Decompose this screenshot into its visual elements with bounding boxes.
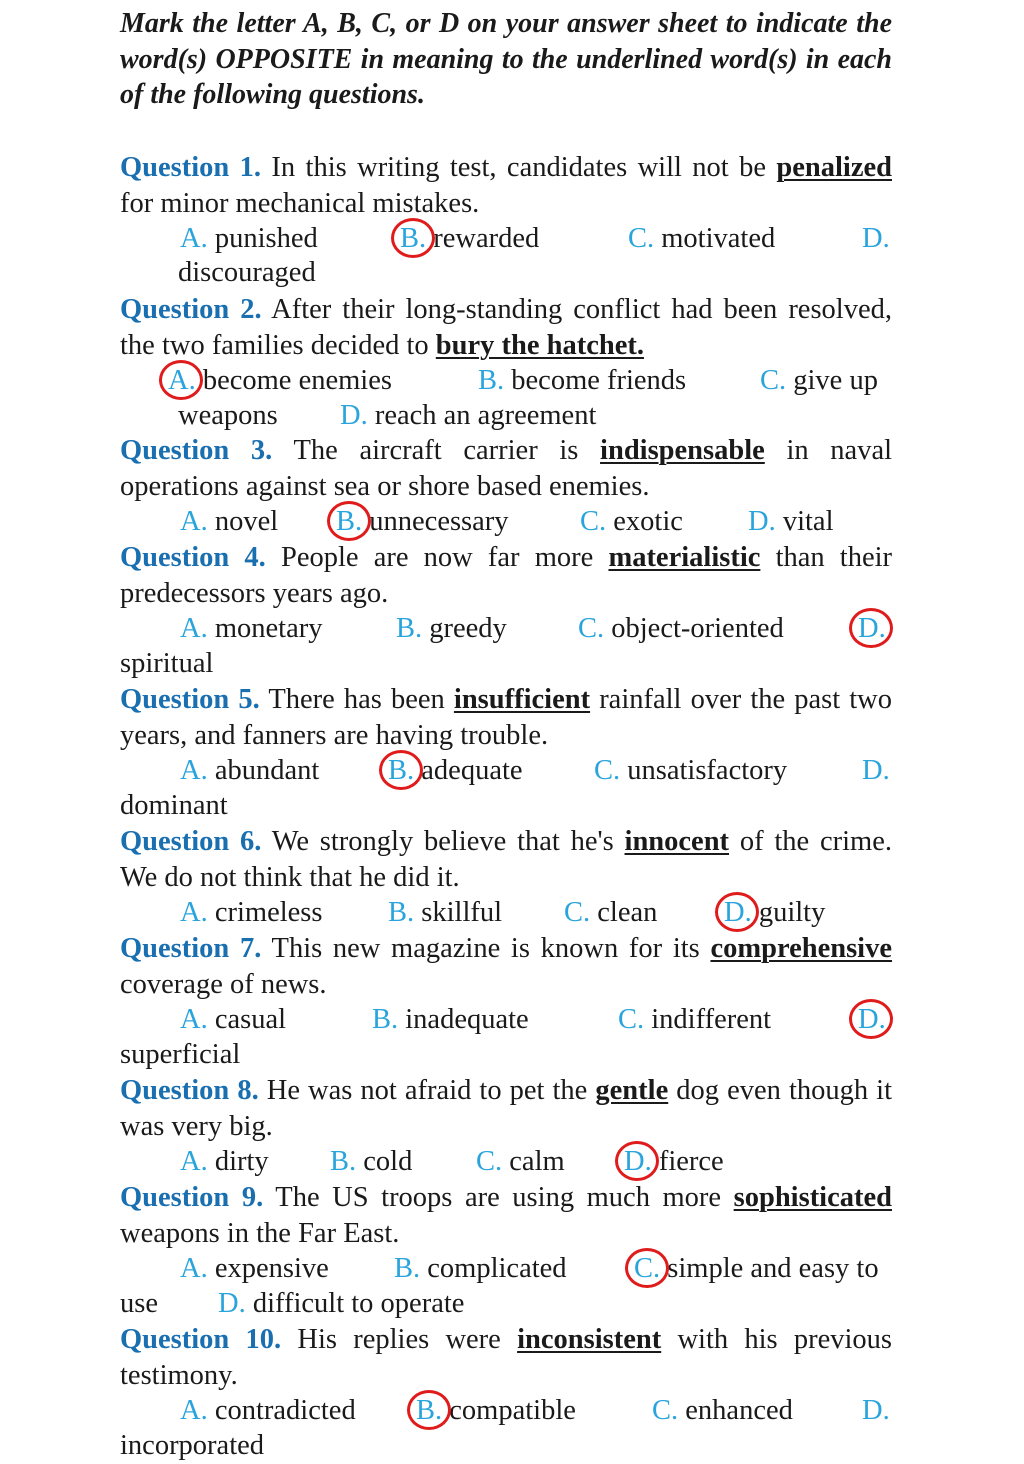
option-c[interactable] [564,895,657,931]
question-text-before: There has been [268,684,445,715]
option-letter [478,363,504,399]
option-c[interactable] [580,504,683,540]
option-text: simple and easy to [667,1253,879,1284]
option-letter [180,504,208,540]
question-text [120,150,892,222]
option-letter [628,221,654,257]
option-letter [180,753,208,789]
option-text: spiritual [120,648,214,679]
option-letter-text: A. [180,613,208,644]
option-letter [862,753,890,789]
option-text: monetary [214,613,323,644]
question-label: Question 6. [120,826,262,857]
option-text: exotic [613,506,683,537]
option-a[interactable] [180,753,319,789]
option-letter-text: C. [634,1253,661,1284]
option-b[interactable] [330,1144,412,1180]
question-text-before: After their long-standing conflict had been resolved, the two families decided to [120,294,892,361]
option-letter-text: C. [628,223,655,254]
question-text-before: His replies were [297,1324,501,1355]
option-letter [388,895,414,931]
option-text: unnecessary [369,506,509,537]
option-a[interactable] [180,611,322,647]
options-row [120,398,892,434]
option-text: cold [363,1146,413,1177]
option-a[interactable] [180,1144,269,1180]
underlined-keyword: inconsistent [517,1324,662,1355]
option-letter-text: B. [372,1004,399,1035]
option-a[interactable] [180,895,322,931]
option-text: crimeless [214,897,323,928]
option-a[interactable] [180,1251,329,1287]
option-text: expensive [214,1253,329,1284]
option-b[interactable] [416,1393,576,1429]
option-letter-text: A. [180,897,208,928]
question-text-after: dog even though it was very big. [120,1075,893,1142]
option-letter [652,1393,678,1429]
option-letter-text: D. [862,755,890,786]
option-letter [760,363,786,399]
option-d[interactable] [748,504,834,540]
option-text: discouraged [178,257,316,288]
option-letter [594,753,620,789]
question-text [120,1180,892,1252]
underlined-keyword: gentle [595,1075,669,1106]
option-a[interactable] [180,1393,356,1429]
options-row [120,1251,892,1287]
option-d[interactable] [862,1393,890,1429]
option-text: punished [214,223,318,254]
option-letter [336,504,362,540]
options-row [120,221,892,257]
option-letter-text: A. [168,365,196,396]
option-letter [858,611,886,647]
option-letter [168,363,196,399]
question-text-after: of the crime. We do not think that he did it. [120,826,892,893]
option-b[interactable] [388,895,502,931]
question-text-before: In this writing test, candidates will not be [271,152,767,183]
option-d[interactable] [624,1144,724,1180]
option-letter [180,1251,208,1287]
option-c[interactable] [578,611,784,647]
option-letter [180,221,208,257]
option-d[interactable] [724,895,825,931]
option-letter-text: D. [862,1395,890,1426]
option-b[interactable] [394,1251,567,1287]
options-row [120,1428,892,1464]
option-text: greedy [429,613,507,644]
option-text: reach an agreement [374,400,597,431]
option-text: novel [214,506,279,537]
option-text: clean [597,897,658,928]
option-letter-text: C. [760,365,787,396]
option-letter [180,1002,208,1038]
option-text: guilty [758,897,826,928]
option-text: skillful [421,897,503,928]
instructions: Mark the letter A, B, C, or D on your answer sheet to indicate the word(s) OPPOSITE in meaning to the underlined word(s) in each of the following questions. [120,8,892,110]
option-letter-text: D. [748,506,776,537]
option-text: become enemies [202,365,392,396]
answer-circle [849,999,893,1039]
option-a[interactable] [180,504,278,540]
answer-circle [615,1141,659,1181]
question-text [120,1073,892,1145]
option-text: casual [214,1004,287,1035]
option-letter-text: D. [858,1004,886,1035]
question-text [120,292,892,364]
option-letter [180,1144,208,1180]
option-text: indifferent [651,1004,772,1035]
option-letter-text: D. [624,1146,652,1177]
option-letter [578,611,604,647]
question-text-after: than their predecessors years ago. [120,542,893,609]
options-row [120,895,892,931]
option-letter [634,1251,660,1287]
underlined-keyword: indispensable [600,435,765,466]
underlined-keyword: comprehensive [710,933,893,964]
option-letter-text: A. [180,1146,208,1177]
option-letter-text: D. [218,1288,246,1319]
option-a[interactable] [180,221,318,257]
options-row [120,255,892,291]
option-text: unsatisfactory [627,755,788,786]
option-letter-text: B. [388,897,415,928]
option-text: superficial [120,1039,241,1070]
options-row [120,611,892,647]
answer-circle [159,360,203,400]
option-letter [858,1002,886,1038]
option-d[interactable] [218,1286,464,1322]
option-letter [400,221,426,257]
option-letter [476,1144,502,1180]
option-text: vital [782,506,834,537]
option-b[interactable] [396,611,507,647]
option-text: become friends [511,365,687,396]
option-letter-text: B. [330,1146,357,1177]
question-text-before: This new magazine is known for its [271,933,700,964]
question-label: Question 7. [120,933,262,964]
option-text: abundant [214,755,320,786]
option-text-continued: use [120,1288,158,1319]
question-label: Question 10. [120,1324,282,1355]
option-a[interactable] [168,363,392,399]
option-c[interactable] [760,363,878,399]
option-letter-text: C. [580,506,607,537]
option-letter [180,895,208,931]
option-c[interactable] [618,1002,771,1038]
underlined-keyword: bury the hatchet. [435,330,644,361]
option-text: contradicted [214,1395,356,1426]
options-row [120,363,892,399]
option-text: dominant [120,790,228,821]
option-c[interactable] [476,1144,565,1180]
option-text-continued: weapons [178,400,278,431]
option-letter [564,895,590,931]
question-label: Question 1. [120,152,262,183]
option-letter [394,1251,420,1287]
option-text: difficult to operate [252,1288,465,1319]
option-b[interactable] [388,753,523,789]
option-letter [724,895,752,931]
question-text-before: He was not afraid to pet the [266,1075,588,1106]
options-row [120,646,892,682]
question-text-after: with his previous testimony. [120,1324,893,1391]
question-text [120,1322,892,1394]
question-label: Question 8. [120,1075,259,1106]
option-text: adequate [421,755,523,786]
option-letter [618,1002,644,1038]
question-text [120,682,892,754]
underlined-keyword: insufficient [453,684,591,715]
option-d[interactable] [340,398,596,434]
option-letter [388,753,414,789]
options-row [120,1393,892,1429]
option-letter [862,221,890,257]
option-letter-text: C. [652,1395,679,1426]
option-letter-text: D. [724,897,752,928]
option-letter [340,398,368,434]
option-letter [580,504,606,540]
option-letter [624,1144,652,1180]
answer-circle [327,501,371,541]
option-b[interactable] [372,1002,529,1038]
question-label: Question 3. [120,435,273,466]
option-letter-text: B. [400,223,427,254]
option-a[interactable] [180,1002,286,1038]
options-row [120,504,892,540]
option-letter-text: C. [618,1004,645,1035]
option-text: rewarded [433,223,540,254]
option-text: compatible [449,1395,576,1426]
options-row [120,788,892,824]
question-label: Question 9. [120,1182,264,1213]
option-letter-text: D. [858,613,886,644]
option-letter-text: D. [862,223,890,254]
underlined-keyword: innocent [624,826,730,857]
option-b[interactable] [336,504,509,540]
underlined-keyword: sophisticated [733,1182,892,1213]
question-label: Question 5. [120,684,260,715]
question-text-before: We strongly believe that he's [271,826,614,857]
option-letter-text: B. [478,365,505,396]
options-row [120,1002,892,1038]
options-row [120,1286,892,1322]
option-c[interactable] [628,221,775,257]
underlined-keyword: materialistic [608,542,761,573]
options-row [120,1037,892,1073]
question-text-after: coverage of news. [120,969,327,1000]
option-text: give up [793,365,878,396]
option-letter-text: B. [336,506,363,537]
answer-circle [849,608,893,648]
option-letter-text: C. [476,1146,503,1177]
option-text: incorporated [120,1430,265,1461]
option-letter [748,504,776,540]
option-c[interactable] [594,753,787,789]
option-letter-text: C. [594,755,621,786]
question-text [120,433,892,505]
option-letter-text: A. [180,223,208,254]
option-text: enhanced [685,1395,793,1426]
option-c[interactable] [652,1393,793,1429]
question-text-after: for minor mechanical mistakes. [120,188,480,219]
option-letter [180,611,208,647]
option-text: fierce [658,1146,724,1177]
options-row [120,753,892,789]
question-text-after: rainfall over the past two years, and fanners are having trouble. [120,684,892,751]
answer-circle [407,1390,451,1430]
option-text: inadequate [405,1004,529,1035]
option-d[interactable] [862,221,890,257]
answer-circle [715,892,759,932]
question-text-before: The aircraft carrier is [293,435,579,466]
option-text: complicated [427,1253,567,1284]
option-text: calm [509,1146,565,1177]
question-text-before: The US troops are using much more [275,1182,722,1213]
question-text [120,824,892,896]
option-d[interactable] [858,1002,886,1038]
option-letter [218,1286,246,1322]
option-letter [180,1393,208,1429]
option-letter-text: C. [578,613,605,644]
option-letter-text: B. [394,1253,421,1284]
question-text-before: People are now far more [280,542,594,573]
option-c[interactable] [634,1251,879,1287]
option-letter-text: B. [416,1395,443,1426]
option-letter-text: A. [180,506,208,537]
answer-circle [625,1248,669,1288]
option-b[interactable] [400,221,539,257]
question-label: Question 2. [120,294,262,325]
option-letter-text: A. [180,1253,208,1284]
option-d[interactable] [858,611,886,647]
option-letter-text: D. [340,400,368,431]
option-letter-text: A. [180,1004,208,1035]
option-d[interactable] [862,753,890,789]
question-text-after: in naval operations against sea or shore based enemies. [120,435,893,502]
options-row [120,1144,892,1180]
answer-circle [379,750,423,790]
question-text [120,540,892,612]
option-letter [396,611,422,647]
answer-circle [391,218,435,258]
option-letter-text: B. [396,613,423,644]
option-letter-text: C. [564,897,591,928]
option-letter [330,1144,356,1180]
option-text: object-oriented [611,613,784,644]
option-letter [372,1002,398,1038]
question-text-after: weapons in the Far East. [120,1218,400,1249]
option-letter-text: B. [388,755,415,786]
option-letter [862,1393,890,1429]
option-b[interactable] [478,363,686,399]
option-letter-text: A. [180,1395,208,1426]
underlined-keyword: penalized [776,152,892,183]
option-text: dirty [214,1146,269,1177]
question-text [120,931,892,1003]
option-letter-text: A. [180,755,208,786]
option-text: motivated [661,223,776,254]
option-letter [416,1393,442,1429]
question-label: Question 4. [120,542,266,573]
